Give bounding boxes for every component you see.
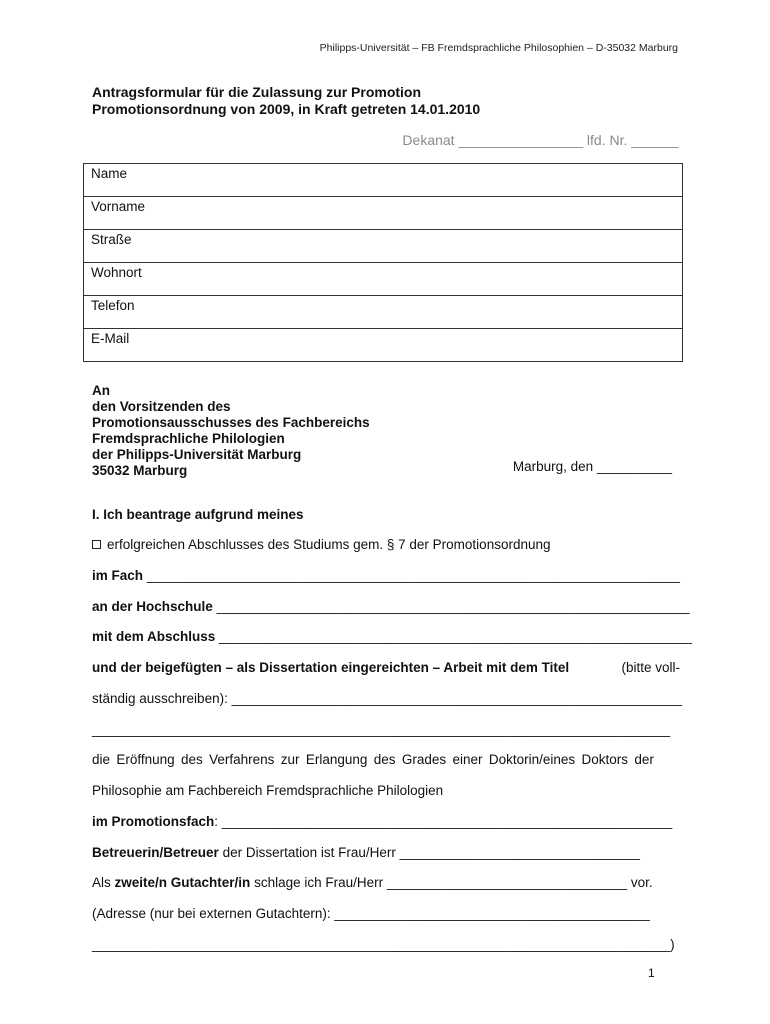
abschluss-label: mit dem Abschluss [92,629,216,644]
eroeffnung-text-2: Philosophie am Fachbereich Fremdsprachliche Philologien [92,783,444,798]
form-title [92,84,480,118]
field-strasse[interactable]: Straße [84,230,683,263]
page-header: Philipps-Universität – FB Fremdsprachliche Philosophien – D-35032 Marburg [319,42,678,54]
fach-row [92,568,680,583]
field-email[interactable]: E-Mail [84,329,683,362]
titel-note: (bitte voll- [621,660,680,675]
title-line-1: Antragsformular für die Zulassung zur Promotion [92,84,422,100]
gutachter-adresse-line-2[interactable]: _____________________________________________________________________________) [92,937,675,952]
eroeffnung-text-1: die Eröffnung des Verfahrens zur Erlangung des Grades einer Doktorin/eines Doktors der [92,752,654,767]
fach-label: im Fach [92,568,144,583]
checkbox-row [92,537,680,552]
checkbox-label: erfolgreichen Abschlusses des Studiums gem. § 7 der Promotionsordnung [107,537,551,552]
hochschule-row [92,599,690,614]
recipient-address [92,383,370,479]
titel-label: und der beigefügten – als Dissertation eingereichten – Arbeit mit dem Titel [92,660,570,675]
gutachter-adresse-line-1[interactable]: (Adresse (nur bei externen Gutachtern): __________________________________________ [92,906,650,921]
abschluss-row [92,629,693,644]
address-line: den Vorsitzenden des [92,399,231,414]
address-line: An [92,383,110,398]
hochschule-label: an der Hochschule [92,599,213,614]
betreuer-input-line[interactable]: der Dissertation ist Frau/Herr ________________________________ [222,845,640,860]
title-line-2: Promotionsordnung von 2009, in Kraft getreten 14.01.2010 [92,101,481,117]
field-vorname[interactable]: Vorname [84,197,683,230]
address-line: 35032 Marburg [92,463,188,478]
betreuer-label: Betreuerin/Betreuer [92,845,219,860]
abschluss-checkbox[interactable] [92,540,101,549]
titel-row [92,660,680,675]
address-line: Fremdsprachliche Philologien [92,431,285,446]
field-wohnort[interactable]: Wohnort [84,263,683,296]
personal-data-table [83,163,683,362]
gutachter-label: zweite/n Gutachter/in [114,875,251,890]
titel-input-line-2[interactable]: _____________________________________________________________________________ [92,722,671,737]
promotionsfach-input-line[interactable]: : ____________________________________________________________ [214,814,673,829]
gutachter-row [92,875,680,890]
abschluss-input-line[interactable]: _______________________________________________________________ [219,629,693,644]
page-number: 1 [648,966,655,980]
field-telefon[interactable]: Telefon [84,296,683,329]
date-field[interactable]: Marburg, den __________ [512,459,672,474]
gutachter-prefix: Als [92,875,111,890]
address-line: Promotionsausschusses des Fachbereichs [92,415,370,430]
promotionsfach-row [92,814,680,829]
dekanat-reference: Dekanat ________________ lfd. Nr. ______ [402,132,678,148]
promotionsfach-label: im Promotionsfach [92,814,215,829]
fach-input-line[interactable]: _______________________________________________________________________ [146,568,680,583]
section-heading: I. Ich beantrage aufgrund meines [92,507,304,522]
titel-input-line-1[interactable]: ständig ausschreiben): ____________________________________________________________ [92,691,683,706]
betreuer-row [92,845,680,860]
address-line: der Philipps-Universität Marburg [92,447,302,462]
hochschule-input-line[interactable]: _______________________________________________________________ [216,599,690,614]
gutachter-input-line[interactable]: schlage ich Frau/Herr ________________________________ vor. [254,875,653,890]
field-name[interactable]: Name [84,164,683,197]
